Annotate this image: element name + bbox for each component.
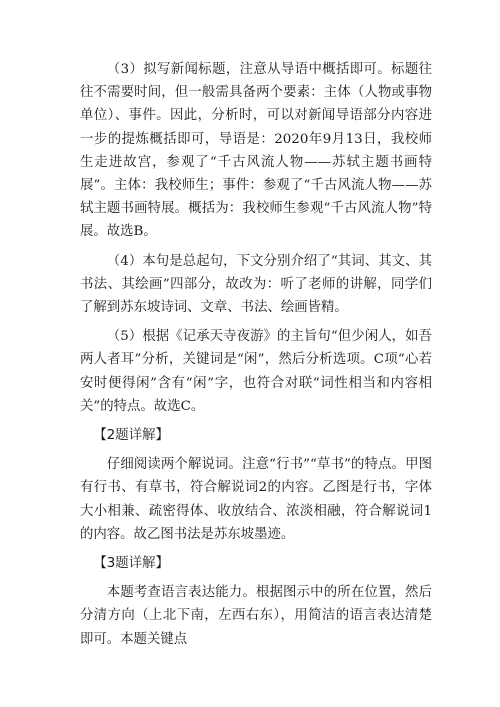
question-3-heading: 【3题详解】 [93,556,169,572]
document-content [80,58,432,657]
question-2-heading: 【2题详解】 [93,428,169,444]
answer-paragraph-4: （4）本句是总起句，下文分别介绍了“其词、其文、其书法、其绘画”四部分，故改为：听了老师的讲解，同学们了解到苏东坡诗词、文章、书法、绘画皆精。 [80,253,432,316]
question-2-explanation: 仔细阅读两个解说词。注意“行书”“草书”的特点。甲图有行书、有草书，符合解说词2的内容。乙图是行书，字体大小相兼、疏密得体、收放结合、浓淡相融，符合解说词1的内容。故乙图书法是苏东坡墨迹。 [80,457,432,542]
answer-paragraph-5: （5）根据《记承天寺夜游》的主旨句“但少闲人，如吾两人者耳”分析，关键词是“闲”，然后分析选项。C项“心若安时便得闲”含有“闲”字，也符合对联“词性相当和内容相关”的特点。故选C。 [80,329,432,414]
question-3-explanation: 本题考查语言表达能力。根据图示中的所在位置，然后分清方向（上北下南，左西右东），用简洁的语言表达清楚即可。本题关键点 [80,585,432,647]
answer-paragraph-3: （3）拟写新闻标题，注意从导语中概括即可。标题往往不需要时间，但一般需具备两个要素：主体（人物或事物单位）、事件。因此，分析时，可以对新闻导语部分内容进一步的提炼概括即可，导语是：2020年9月13日，我校师生走进故宫，参观了“千古风流人物——苏轼主题书画特展”。主体：我校师生；事件：参观了“千古风流人物——苏轼主题书画特展。概括为：我校师生参观“千古风流人物”特展。故选B。 [80,62,432,240]
